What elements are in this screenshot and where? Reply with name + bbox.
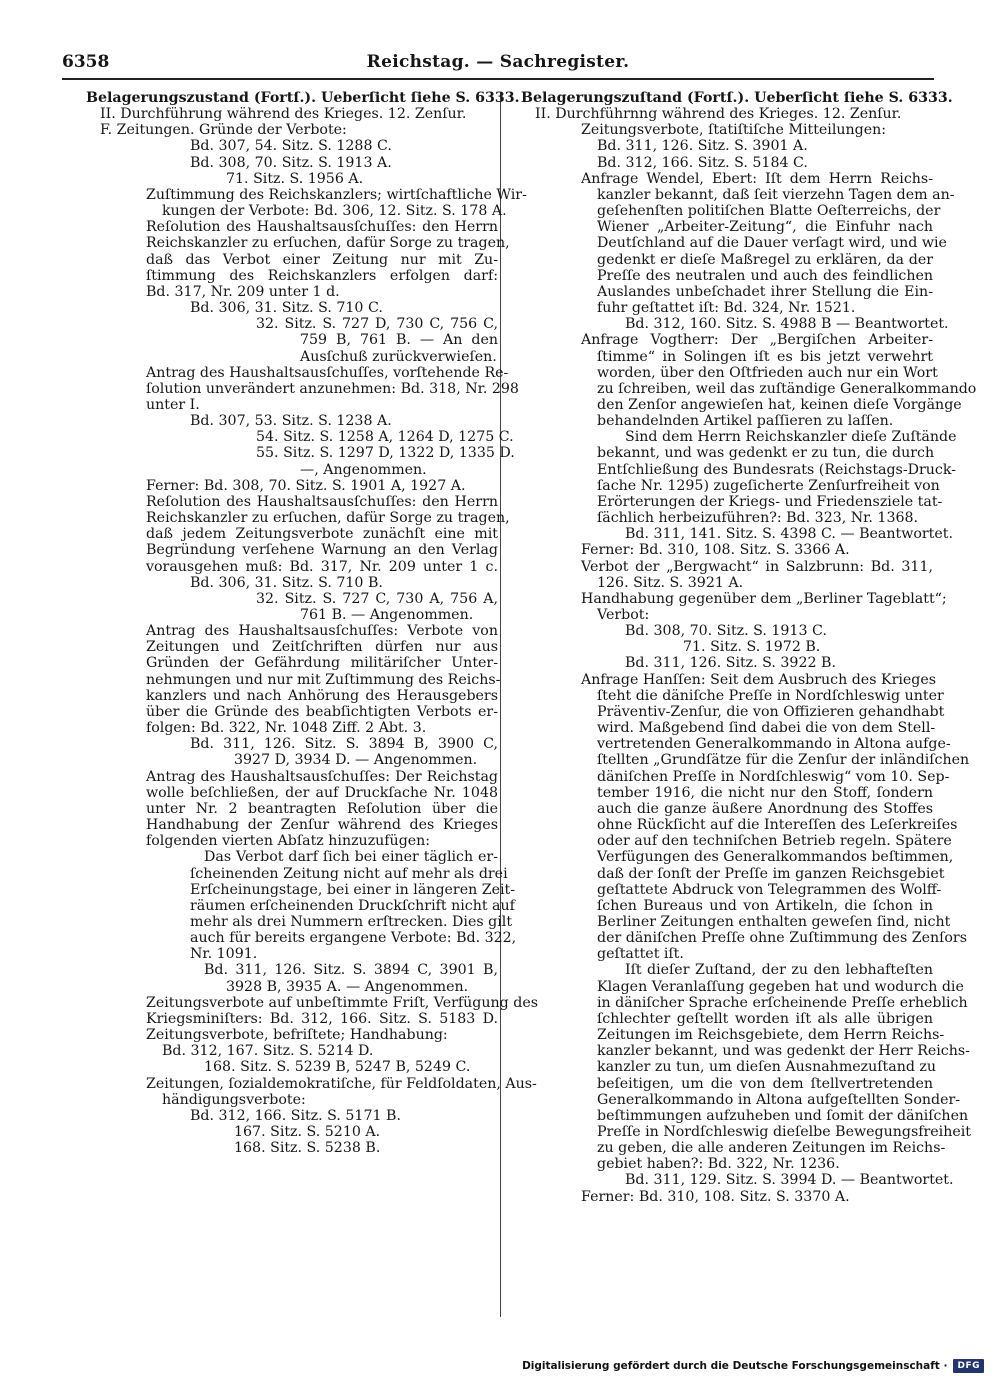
index-line: Handhabung der Zenſur während des Krieges (146, 817, 498, 834)
index-line: Bd. 306, 31. Sitz. S. 710 C. (190, 300, 383, 317)
index-line: 168. Sitz. S. 5239 B, 5247 B, 5249 C. (204, 1059, 471, 1076)
index-line: bekannt, und was gedenkt er zu tun, die durch (597, 445, 935, 462)
index-line: Bd. 311, 126. Sitz. S. 3901 A. (597, 138, 808, 155)
index-line: beſtimmungen aufzuheben und ſomit der däniſchen (597, 1107, 969, 1124)
index-line: folgen: Bd. 322, Nr. 1048 Ziff. 2 Abt. 3. (146, 720, 427, 737)
index-line: kanzler bekannt, daß ſeit vierzehn Tagen dem an- (597, 186, 955, 203)
index-line: Entſchließung des Bundesrats (Reichstags-Druck- (597, 461, 957, 478)
index-line: 32. Sitz. S. 727 C, 730 A, 756 A, (256, 590, 498, 607)
right-column (521, 90, 977, 1205)
index-line: Verfügungen des Generalkommandos beſtimmen, (597, 849, 954, 866)
index-line: ſache Nr. 1295) zugeſicherte Zenſurfreiheit von (597, 477, 940, 494)
index-line: Antrag des Haushaltsausſchuſſes, vorſtehende Re- (146, 364, 509, 381)
index-line: Bd. 317, Nr. 209 unter 1 d. (146, 283, 340, 300)
column-divider (500, 92, 501, 1317)
index-line: Preſſe des neutralen und auch des feindlichen (597, 267, 933, 284)
index-line: Bd. 307, 53. Sitz. S. 1238 A. (190, 413, 392, 430)
running-title: Reichstag. — Sachregister. (366, 52, 630, 72)
index-line: Belagerungszustand (Fortſ.). Ueberſicht ſiehe S. 6333. (86, 90, 520, 106)
index-line: Auslandes unbeſchadet ihrer Stellung die Ein- (597, 283, 933, 300)
index-line: behandelnden Artikel paſſieren zu laſſen. (597, 413, 894, 430)
index-line: oder auf den techniſchen Betrieb regeln. Spätere (597, 833, 952, 850)
index-line: 167. Sitz. S. 5210 A. (234, 1124, 381, 1140)
index-line: gebiet haben?: Bd. 322, Nr. 1236. (597, 1156, 840, 1173)
index-line: Zeitungsverbote, ſtatiſtiſche Mitteilungen: (581, 122, 887, 139)
index-line: räumen erſcheinenden Druckſchrift nicht auf (190, 897, 515, 914)
index-line: 54. Sitz. S. 1258 A, 1264 D, 1275 C. (256, 429, 514, 446)
index-line: daß der ſonſt der Preſſe im ganzen Reichsgebiet (597, 865, 945, 882)
index-line: kanzler zu tun, um dieſen Ausnahmezuſtand zu (597, 1059, 937, 1076)
index-line: Deutſchland auf die Dauer verſagt wird, und wie (597, 235, 947, 252)
index-line: ſchen Bureaus und von Artikeln, die ſchon in (597, 897, 933, 914)
index-line: ſtimmung des Reichskanzlers erfolgen darf: (146, 267, 498, 284)
index-line: kungen der Verbote: Bd. 306, 12. Sitz. S. 178 A. (162, 203, 507, 220)
index-line: daß jedem Zeitungsverbote zunächſt eine mit (146, 526, 498, 543)
index-line: Reſolution des Haushaltsausſchuſſes: den Herrn (146, 493, 498, 510)
index-line: Verbot: (597, 607, 650, 623)
index-line: händigungsverbote: (162, 1091, 306, 1108)
index-line: 3928 B, 3935 A. — Angenommen. (226, 978, 469, 995)
index-line: Bd. 307, 54. Sitz. S. 1288 C. (190, 138, 392, 155)
index-line: folgenden vierten Abſatz hinzuzufügen: (146, 833, 431, 850)
index-line: geſehenſten politiſchen Blatte Oeſterreichs, der (597, 203, 941, 220)
index-line: auch für bereits ergangene Verbote: Bd. 322, (190, 930, 517, 947)
index-line: Sind dem Herrn Reichskanzler dieſe Zuſtände (625, 429, 957, 446)
index-line: kanzler bekannt, und was gedenkt der Herr Reichs- (597, 1043, 970, 1060)
index-line: Zeitungen, ſozialdemokratiſche, für Feldſoldaten, Aus- (146, 1075, 537, 1092)
index-line: II. Durchführung während des Krieges. 12. Zenſur. (100, 106, 467, 123)
index-line: däniſchen Preſſe in Nordſchleswig“ vom 10. Sep- (597, 768, 950, 785)
index-line: ſtellten „Grundſätze für die Zenſur der inländiſchen (597, 752, 970, 769)
index-line: fuhr geſtattet iſt: Bd. 324, Nr. 1521. (597, 300, 856, 317)
index-line: 761 B. — Angenommen. (300, 607, 474, 623)
index-line: ohne Rückſicht auf die Intereſſen des Leſerkreiſes (597, 817, 958, 834)
index-line: Belagerungszuſtand (Fortſ.). Ueberſicht ſiehe S. 6333. (521, 90, 953, 106)
index-line: Begründung verſehene Warnung an den Verlag (146, 542, 498, 559)
index-line: unter Nr. 2 beantragten Reſolution über die (146, 800, 498, 817)
index-line: vertretenden Generalkommando in Altona aufge- (597, 736, 951, 753)
index-line: Zuſtimmung des Reichskanzlers; wirtſchaftliche Wir- (146, 186, 527, 203)
index-line: Ferner: Bd. 310, 108. Sitz. S. 3366 A. (581, 542, 850, 559)
index-line: 32. Sitz. S. 727 D, 730 C, 756 C, (256, 316, 498, 333)
index-line: Erſcheinungstage, bei einer in längeren Zeit- (190, 881, 516, 898)
index-line: Zeitungen im Reichsgebiete, dem Herrn Reichs- (597, 1027, 945, 1044)
index-line: nehmungen und nur mit Zuſtimmung des Reichs- (146, 671, 501, 688)
index-line: Wiener „Arbeiter-Zeitung“, die Einfuhr nach (597, 219, 933, 236)
index-line: ſolution unverändert anzunehmen: Bd. 318, Nr. 298 (146, 380, 519, 397)
index-line: vorausgehen muß: Bd. 317, Nr. 209 unter 1 c. (146, 558, 498, 575)
index-line: Reichskanzler zu erſuchen, dafür Sorge zu tragen, (146, 510, 510, 527)
index-line: Kriegsminiſters: Bd. 312, 166. Sitz. S. 5183 D. (146, 1010, 498, 1027)
index-line: Bd. 311, 141. Sitz. S. 4398 C. — Beantwortet. (625, 526, 953, 543)
index-line: Generalkommando in Altona aufgeſtellten Sonder- (597, 1091, 961, 1108)
index-line: Zeitungsverbote auf unbeſtimmte Friſt, Verfügung des (146, 994, 539, 1011)
index-line: Erörterungen der Kriegs- und Friedensziele tat- (597, 493, 943, 510)
index-line: Bd. 312, 160. Sitz. S. 4988 B — Beantwortet. (625, 316, 949, 333)
index-line: Berliner Zeitungen enthalten geweſen ſind, nicht (597, 913, 951, 930)
index-line: Zeitungen und Zeitſchriften dürfen nur aus (146, 639, 498, 656)
index-line: zu geben, die alle anderen Zeitungen im Reichs- (597, 1140, 946, 1157)
index-line: 126. Sitz. S. 3921 A. (597, 574, 744, 591)
index-line: Ferner: Bd. 310, 108. Sitz. S. 3370 A. (581, 1188, 850, 1205)
index-line: Nr. 1091. (190, 946, 258, 963)
index-line: auch die ganze äußere Anordnung des Stoffes (597, 800, 933, 817)
index-line: zu ſchreiben, weil das zuſtändige Generalkommando (597, 380, 977, 397)
index-line: beſeitigen, um die von dem ſtellvertretenden (597, 1075, 933, 1092)
index-line: unter I. (146, 396, 200, 413)
index-line: worden, über den Oſtfrieden auch nur ein Wort (597, 364, 938, 381)
index-line: 759 B, 761 B. — An den (300, 332, 498, 349)
index-line: ſcheinenden Zeitung nicht auf mehr als drei (190, 865, 508, 882)
index-line: daß das Verbot einer Zeitung nur mit Zu- (146, 251, 498, 268)
index-line: 71. Sitz. S. 1972 B. (683, 639, 821, 656)
index-line: 168. Sitz. S. 5238 B. (234, 1140, 381, 1157)
index-line: Bd. 308, 70. Sitz. S. 1913 A. (190, 154, 392, 171)
index-line: Bd. 311, 126. Sitz. S. 3894 C, 3901 B, (204, 962, 498, 979)
index-line: tember 1916, die nicht nur den Stoff, ſondern (597, 784, 933, 801)
index-line: ſchlechter geſtellt worden iſt als alle übrigen (597, 1010, 933, 1027)
left-column (86, 90, 539, 1157)
index-line: Antrag des Haushaltsausſchuſſes: Der Reichstag (146, 768, 498, 785)
index-line: Bd. 311, 129. Sitz. S. 3994 D. — Beantwortet. (625, 1172, 954, 1189)
index-line: gedenkt er dieſe Maßregel zu erklären, da der (597, 251, 933, 268)
index-line: Handhabung gegenüber dem „Berliner Tageblatt“; (581, 590, 947, 607)
index-line: mehr als drei Nummern erſtrecken. Dies gilt (190, 913, 513, 930)
index-line: Bd. 312, 167. Sitz. S. 5214 D. (162, 1043, 374, 1060)
index-line: 3927 D, 3934 D. — Angenommen. (234, 752, 478, 769)
index-line: Reichskanzler zu erſuchen, dafür Sorge zu tragen, (146, 235, 510, 252)
index-line: Bd. 312, 166. Sitz. S. 5171 B. (190, 1107, 401, 1124)
index-line: Antrag des Haushaltsausſchuſſes: Verbote von (146, 623, 498, 640)
index-line: den Zenſor angewieſen hat, keinen dieſe Vorgänge (597, 396, 962, 413)
index-line: Reſolution des Haushaltsausſchuſſes: den Herrn (146, 219, 498, 236)
dfg-logo: DFG (953, 1359, 984, 1373)
page-number: 6358 (62, 52, 110, 72)
page-header (62, 52, 934, 80)
index-line: 55. Sitz. S. 1297 D, 1322 D, 1335 D. (256, 445, 515, 462)
index-line: wolle beſchließen, der auf Druckſache Nr. 1048 (146, 784, 498, 801)
index-line: Ferner: Bd. 308, 70. Sitz. S. 1901 A, 1927 A. (146, 477, 466, 494)
index-line: Bd. 306, 31. Sitz. S. 710 B. (190, 574, 383, 591)
index-line: ſteht die däniſche Preſſe in Nordſchleswig unter (597, 687, 944, 704)
index-line: kanzlers und nach Anhörung des Herausgebers (146, 687, 498, 704)
index-line: geſtattet iſt. (597, 946, 684, 963)
index-line: II. Durchführnng während des Krieges. 12. Zenſur. (535, 106, 902, 123)
index-line: Preſſe in Nordſchleswig dieſelbe Bewegungsfreiheit (597, 1124, 971, 1140)
index-line: ſtimme“ in Solingen iſt es bis jetzt verwehrt (597, 348, 933, 365)
index-line: Ausſchuß zurückverwieſen. (300, 348, 497, 365)
index-line: Anfrage Hanſſen: Seit dem Ausbruch des Krieges (581, 671, 937, 688)
index-line: —, Angenommen. (300, 461, 427, 478)
index-line: Verbot der „Bergwacht“ in Salzbrunn: Bd. 311, (581, 558, 933, 575)
index-line: Anfrage Wendel, Ebert: Iſt dem Herrn Reichs- (581, 170, 933, 187)
funding-note: Digitalisierung gefördert durch die Deutsche Forschungsgemeinschaft · (522, 1360, 948, 1372)
index-line: F. Zeitungen. Gründe der Verbote: (100, 122, 347, 139)
index-line: 71. Sitz. S. 1956 A. (226, 170, 364, 187)
index-line: Zeitungsverbote, befriſtete; Handhabung: (146, 1027, 448, 1044)
index-line: Bd. 308, 70. Sitz. S. 1913 C. (625, 623, 827, 640)
index-line: Iſt dieſer Zuſtand, der zu den lebhafteſten (625, 962, 933, 979)
index-line: über die Gründe des beabſichtigten Verbots er- (146, 703, 498, 720)
index-line: Klagen Veranlaſſung gegeben hat und wodurch die (597, 978, 964, 995)
index-line: Anfrage Vogtherr: Der „Bergiſchen Arbeiter- (581, 332, 933, 349)
index-line: Bd. 311, 126. Sitz. S. 3894 B, 3900 C, (190, 736, 498, 753)
index-line: Gründen der Gefährdung militäriſcher Unter- (146, 655, 498, 672)
index-line: der däniſchen Preſſe ohne Zuſtimmung des Zenſors (597, 930, 967, 947)
index-line: in däniſcher Sprache erſcheinende Preſſe erheblich (597, 994, 968, 1011)
index-line: Das Verbot darf ſich bei einer täglich er- (204, 849, 498, 866)
index-line: Bd. 312, 166. Sitz. S. 5184 C. (597, 154, 808, 171)
index-line: wird. Maßgebend ſind dabei die von dem Stell- (597, 720, 936, 737)
page-footer (522, 1359, 984, 1373)
index-line: Bd. 311, 126. Sitz. S. 3922 B. (625, 655, 836, 672)
index-line: ſächlich herbeizuführen?: Bd. 323, Nr. 1368. (597, 510, 919, 527)
index-line: Präventiv-Zenſur, die von Offizieren gehandhabt (597, 703, 945, 720)
index-line: geſtattete Abdruck von Telegrammen des Wolff- (597, 881, 942, 898)
